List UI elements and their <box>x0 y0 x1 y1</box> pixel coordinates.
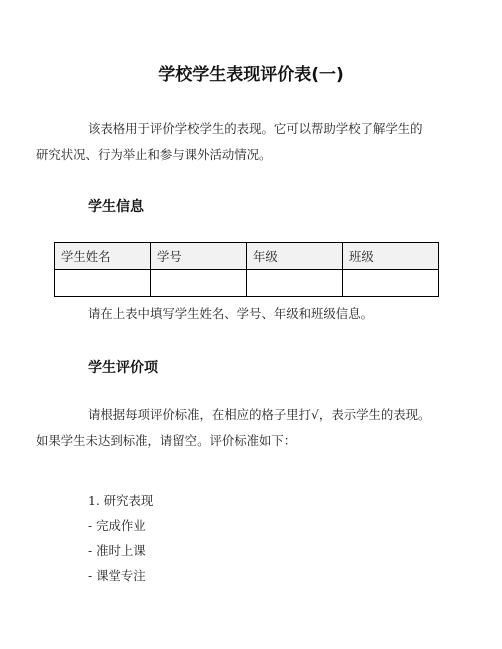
evaluation-item-title: 1. 研究表现 <box>88 493 154 508</box>
table-header-row <box>55 243 439 270</box>
criterion-item: - 课堂专注 <box>88 568 146 583</box>
table-row <box>55 270 439 297</box>
criterion-item: - 完成作业 <box>88 518 146 533</box>
document-title: 学校学生表现评价表(一) <box>158 65 344 85</box>
intro-paragraph <box>36 116 454 168</box>
intro-line-2: 研究状况、行为举止和参与课外活动情况。 <box>36 147 272 162</box>
column-header-name: 学生姓名 <box>55 243 151 270</box>
criterion-item: - 准时上课 <box>88 543 146 558</box>
instructions-line-1: 请根据每项评价标准，在相应的格子里打√，表示学生的表现。 <box>88 407 431 422</box>
student-info-heading: 学生信息 <box>88 199 144 215</box>
cell-grade[interactable] <box>247 270 343 297</box>
column-header-grade: 年级 <box>247 243 343 270</box>
evaluation-heading: 学生评价项 <box>88 360 158 376</box>
cell-class[interactable] <box>343 270 439 297</box>
evaluation-item-list <box>88 488 153 588</box>
cell-student-id[interactable] <box>151 270 247 297</box>
table-note: 请在上表中填写学生姓名、学号、年级和班级信息。 <box>88 306 373 321</box>
evaluation-instructions <box>36 402 454 454</box>
instructions-line-2: 如果学生未达到标准，请留空。评价标准如下： <box>36 433 297 448</box>
column-header-class: 班级 <box>343 243 439 270</box>
cell-student-name[interactable] <box>55 270 151 297</box>
student-info-table <box>54 242 439 297</box>
column-header-id: 学号 <box>151 243 247 270</box>
intro-line-1: 该表格用于评价学校学生的表现。它可以帮助学校了解学生的 <box>88 121 423 136</box>
